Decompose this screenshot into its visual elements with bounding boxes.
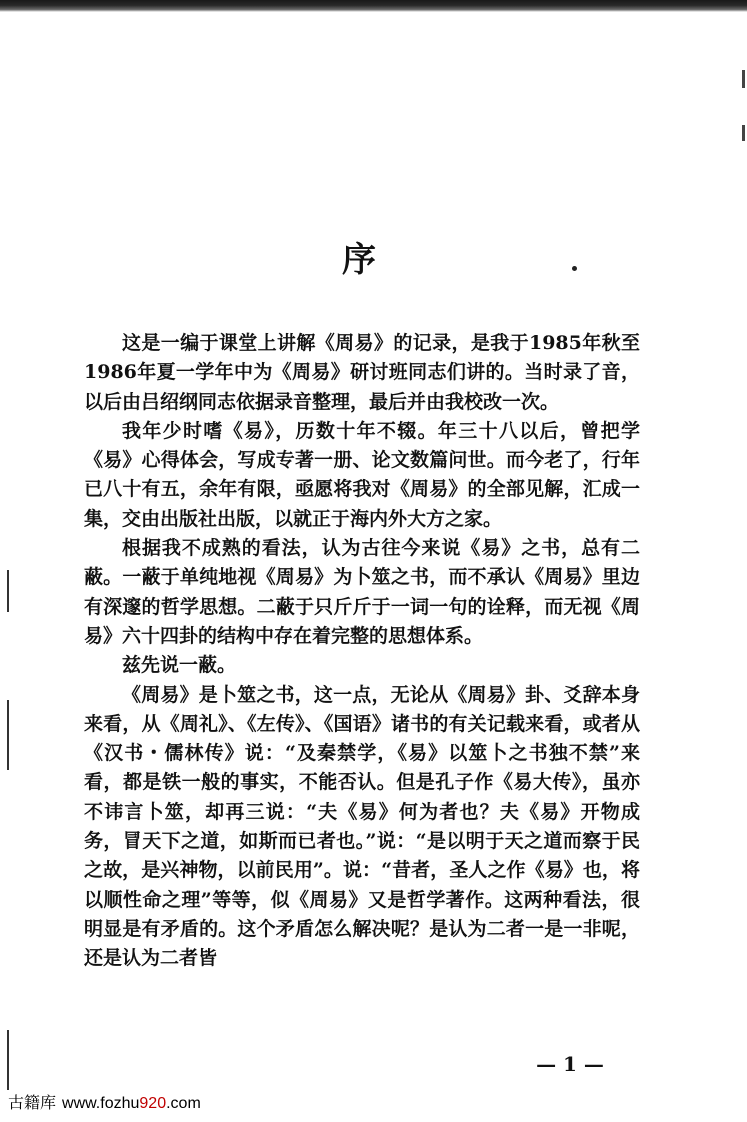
preface-body (84, 329, 640, 974)
watermark-url-highlight: 920 (139, 1095, 167, 1112)
page-title: 序 (342, 240, 378, 280)
paragraph: 《周易》是卜筮之书，这一点，无论从《周易》卦、爻辞本身来看，从《周礼》、《左传》、《国语》诸书的有关记载来看，或者从《汉书・儒林传》说：“及秦禁学，《易》以筮卜之书独不禁”来看，都是铁一般的事实，不能否认。但是孔子作《易大传》，虽亦不讳言卜筮，却再三说：“夫《易》何为者也？夫《易》开物成务，冒天下之道，如斯而已者也。”说：“是以明于天之道而察于民之故，是兴神物，以前民用”。说：“昔者，圣人之作《易》也，将以顺性命之理”等等，似《周易》又是哲学著作。这两种看法，很明显是有矛盾的。这个矛盾怎么解决呢？是认为二者一是一非呢，还是认为二者皆 (84, 683, 640, 970)
paragraph: 这是一编于课堂上讲解《周易》的记录，是我于1985年秋至1986年夏一学年中为《周易》研讨班同志们讲的。当时录了音，以后由吕绍纲同志依据录音整理，最后并由我校改一次。 (84, 332, 640, 413)
ink-speck (572, 266, 577, 271)
scan-edge-right-mark (742, 70, 745, 88)
scan-edge-left-mark (7, 570, 9, 612)
watermark-site-name: 古籍库 (8, 1095, 57, 1112)
watermark-url-suffix: .com (166, 1095, 201, 1112)
scan-edge-right-mark (742, 125, 745, 141)
paragraph: 根据我不成熟的看法，认为古往今来说《易》之书，总有二蔽。一蔽于单纯地视《周易》为卜筮之书，而不承认《周易》里边有深邃的哲学思想。二蔽于只斤斤于一词一句的诠释，而无视《周易》六十四卦的结构中存在着完整的思想体系。 (84, 537, 640, 647)
scan-edge-left-mark (7, 700, 9, 770)
paragraph: 我年少时嗜《易》，历数十年不辍。年三十八以后，曾把学《易》心得体会，写成专著一册、论文数篇问世。而今老了，行年已八十有五，余年有限，亟愿将我对《周易》的全部见解，汇成一集，交由出版社出版，以就正于海内外大方之家。 (84, 419, 640, 530)
scan-edge-left-mark (7, 1030, 9, 1090)
watermark-url-prefix: www.fozhu (62, 1095, 140, 1112)
watermark (8, 1090, 201, 1113)
paragraph: 兹先说一蔽。 (122, 654, 237, 677)
page-number: — 1 — (536, 1052, 604, 1076)
scan-edge-top (0, 0, 747, 12)
